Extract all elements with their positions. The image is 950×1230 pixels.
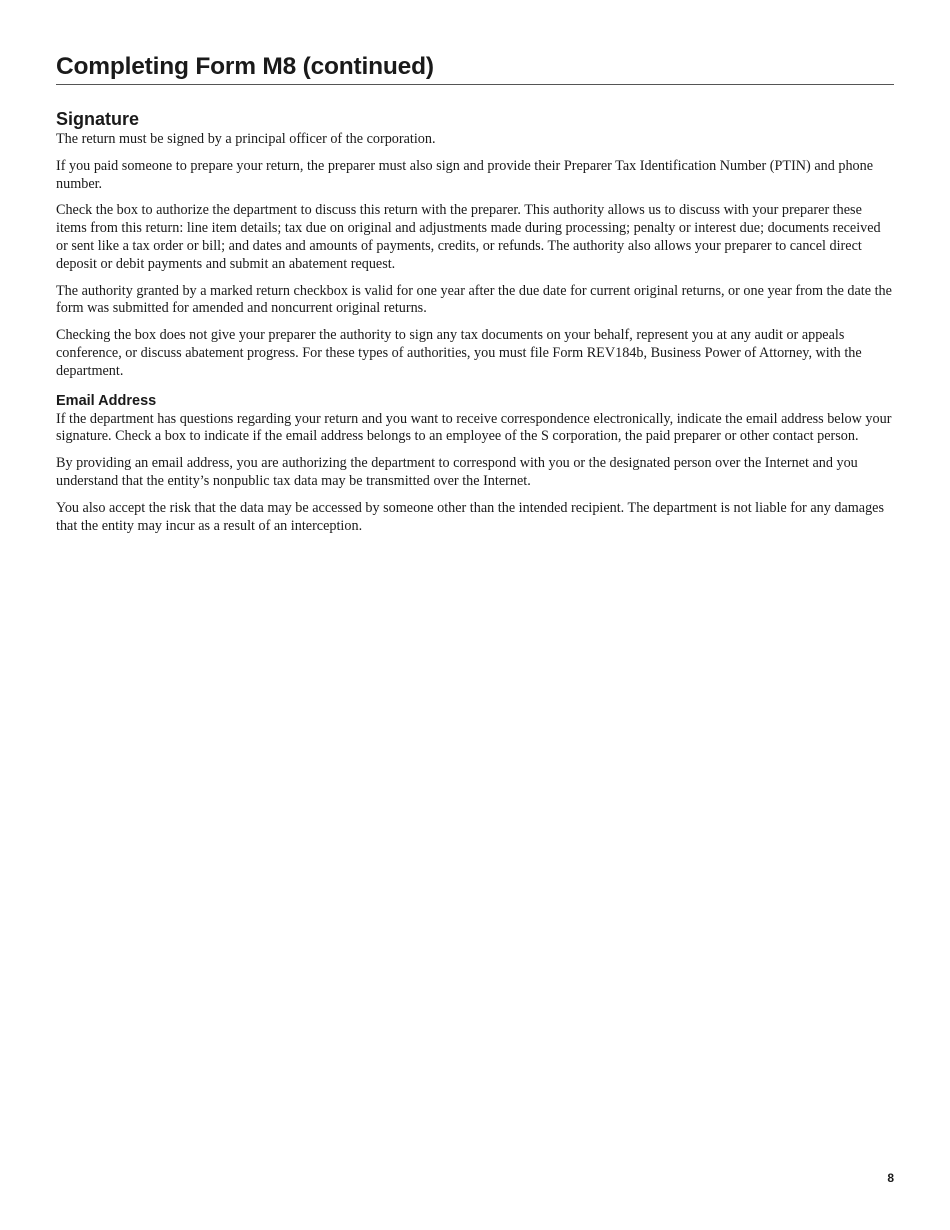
signature-section — [56, 107, 894, 381]
page-title: Completing Form M8 (continued) — [56, 53, 434, 80]
page-number: 8 — [887, 1171, 894, 1185]
email-paragraph: If the department has questions regarding your return and you want to receive correspondence electronically, indicate the email address below your signature. Check a box to indicate if the email address belongs to an employee of the S corporation, the paid preparer or other contact person. — [56, 410, 892, 445]
title-divider — [56, 84, 894, 85]
signature-paragraph: Checking the box does not give your preparer the authority to sign any tax documents on your behalf, represent you at any audit or appeals conference, or discuss abatement progress. For these types of authorities, you must file Form REV184b, Business Power of Attorney, with the department. — [56, 327, 862, 379]
email-address-section — [56, 391, 894, 536]
signature-heading: Signature — [56, 109, 140, 129]
email-address-heading: Email Address — [56, 392, 157, 409]
document-page — [56, 50, 894, 544]
signature-paragraph: Check the box to authorize the department to discuss this return with the preparer. This authority allows us to discuss with your preparer these items from this return: line item details; tax due on original and adjustments made during processing; penalty or interest due; documents received or sent like a tax order or bill; and dates and amounts of payments, credits, or refunds. The authority also allows your preparer to cancel direct deposit or debit payments and submit an abatement request. — [56, 202, 881, 272]
email-paragraph: By providing an email address, you are authorizing the department to correspond with you or the designated person over the Internet and you understand that the entity’s nonpublic tax data may be transmitted over the Internet. — [56, 455, 858, 489]
signature-paragraph: If you paid someone to prepare your return, the preparer must also sign and provide their Preparer Tax Identification Number (PTIN) and phone number. — [56, 157, 874, 192]
email-paragraph: You also accept the risk that the data may be accessed by someone other than the intended recipient. The department is not liable for any damages that the entity may incur as a result of an interception. — [56, 499, 884, 534]
signature-paragraph: The return must be signed by a principal officer of the corporation. — [56, 131, 436, 147]
signature-paragraph: The authority granted by a marked return checkbox is valid for one year after the due date for current original returns, or one year from the date the form was submitted for amended and noncurrent original returns. — [56, 282, 892, 317]
